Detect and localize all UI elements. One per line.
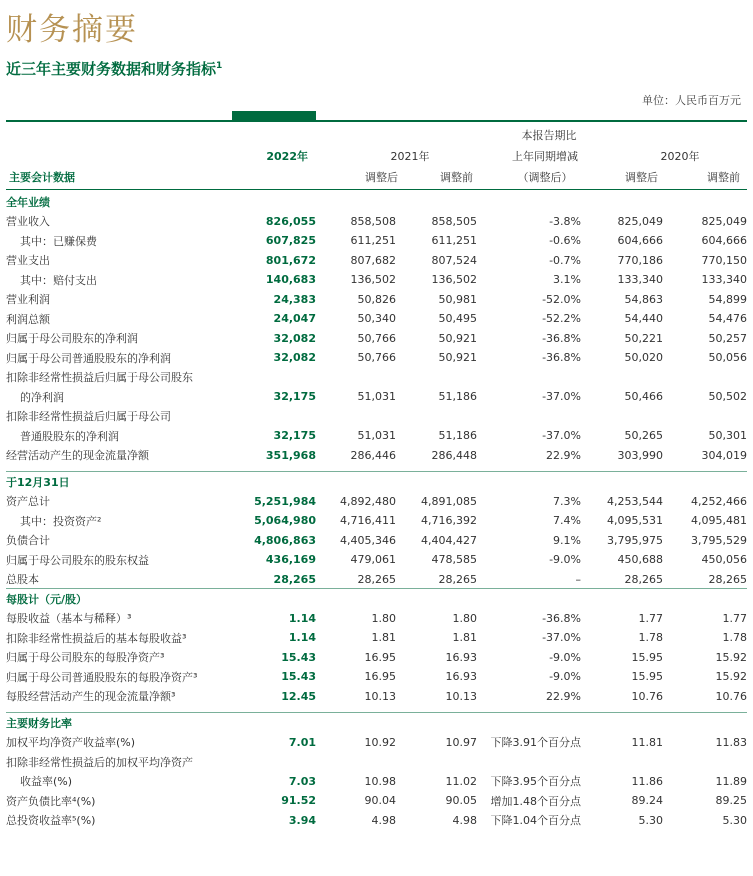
value-2021-adjusted: 16.95 (364, 670, 396, 684)
before-adjust-2021-header: 调整前 (440, 171, 473, 184)
section-heading-row (6, 713, 747, 733)
value-2021-adjusted: 1.81 (371, 631, 396, 645)
value-change: 增加1.48个百分点 (490, 794, 581, 808)
value-2022: 12.45 (281, 689, 316, 703)
table-row (6, 628, 747, 648)
value-2020-adjusted: 450,688 (617, 553, 663, 567)
table-row (6, 550, 747, 570)
row-label: 扣除非经常性损益后归属于母公司股东 (6, 371, 193, 385)
before-adjust-2020-header: 调整前 (707, 171, 740, 184)
row-label: 利润总额 (6, 312, 50, 326)
section-divider (6, 471, 747, 472)
value-2021-before-adjust: 10.13 (445, 689, 477, 703)
label-continuation-row (6, 368, 747, 388)
row-label: 营业利润 (6, 293, 50, 307)
value-2022: 32,082 (273, 331, 316, 345)
value-2020-adjusted: 28,265 (624, 572, 663, 586)
row-label: 每股经营活动产生的现金流量净额³ (6, 690, 176, 704)
section-subtitle (6, 58, 222, 79)
table-row (6, 290, 747, 310)
table-row (6, 609, 747, 629)
value-2020-adjusted: 133,340 (617, 273, 663, 287)
value-2022: 4,806,863 (254, 533, 316, 547)
value-change: -0.6% (549, 234, 581, 248)
table-row (6, 231, 747, 251)
row-label: 归属于母公司普通股股东的每股净资产³ (6, 670, 198, 684)
table-row (6, 212, 747, 232)
value-2020-adjusted: 1.78 (638, 631, 663, 645)
row-label: 资产总计 (6, 495, 50, 509)
value-2022: 15.43 (281, 670, 316, 684)
value-2020-adjusted: 5.30 (638, 813, 663, 827)
value-change: -36.8% (542, 611, 581, 625)
value-2021-adjusted: 479,061 (350, 553, 396, 567)
row-label: 扣除非经常性损益后归属于母公司 (6, 410, 171, 424)
value-2020-adjusted: 54,440 (624, 312, 663, 326)
year-2020-header: 2020年 (660, 150, 700, 163)
financial-data-table (6, 192, 747, 830)
value-2020-adjusted: 15.95 (631, 650, 663, 664)
value-2021-before-adjust: 50,921 (438, 331, 477, 345)
current-year-highlight-bar (232, 111, 316, 120)
value-change: -52.2% (542, 312, 581, 326)
row-label: 营业支出 (6, 254, 50, 268)
table-row (6, 426, 747, 446)
row-label: 收益率(%) (20, 775, 73, 789)
value-2020-before-adjust: 15.92 (715, 670, 748, 684)
value-2022: 436,169 (265, 553, 316, 567)
value-2020-adjusted: 10.76 (631, 689, 663, 703)
value-2020-before-adjust: 50,257 (708, 331, 748, 345)
value-2020-before-adjust: 89.25 (715, 794, 748, 808)
table-row (6, 791, 747, 811)
row-label: 归属于母公司普通股股东的净利润 (6, 351, 171, 365)
value-2020-adjusted: 3,795,975 (607, 533, 663, 547)
value-change: -36.8% (542, 351, 581, 365)
value-2020-before-adjust: 28,265 (708, 572, 748, 586)
table-row (6, 811, 747, 831)
value-2020-adjusted: 4,095,531 (607, 514, 663, 528)
table-row (6, 309, 747, 329)
value-2021-adjusted: 51,031 (357, 390, 396, 404)
value-2020-adjusted: 50,265 (624, 429, 663, 443)
value-2022: 1.14 (288, 631, 316, 645)
value-2021-before-adjust: 11.02 (445, 774, 477, 788)
section-divider (6, 712, 747, 713)
value-2021-adjusted: 807,682 (350, 253, 396, 267)
value-change: -52.0% (542, 292, 581, 306)
value-change: 22.9% (546, 689, 581, 703)
value-2021-adjusted: 286,446 (350, 448, 396, 462)
value-2022: 1.14 (288, 611, 316, 625)
value-2021-before-adjust: 10.97 (445, 735, 477, 749)
value-2021-before-adjust: 286,448 (431, 448, 477, 462)
section-heading: 于12月31日 (6, 475, 70, 489)
row-label: 归属于母公司股东的净利润 (6, 332, 138, 346)
value-2022: 801,672 (265, 253, 316, 267)
table-row (6, 570, 747, 590)
value-2021-before-adjust: 136,502 (431, 273, 477, 287)
value-change: -3.8% (549, 214, 581, 228)
table-row (6, 511, 747, 531)
value-2020-before-adjust: 3,795,529 (691, 533, 748, 547)
year-2022-header: 2022年 (266, 150, 308, 163)
value-2022: 24,383 (273, 292, 316, 306)
value-2021-before-adjust: 478,585 (431, 553, 477, 567)
value-2021-adjusted: 50,766 (357, 351, 396, 365)
value-2021-adjusted: 28,265 (357, 572, 396, 586)
value-change: 9.1% (553, 533, 581, 547)
value-2021-adjusted: 4,716,411 (340, 514, 396, 528)
value-2020-adjusted: 15.95 (631, 670, 663, 684)
value-2020-adjusted: 89.24 (631, 794, 663, 808)
row-label: 总投资收益率⁵(%) (6, 814, 96, 828)
value-2021-before-adjust: 4.98 (452, 813, 477, 827)
adjusted-2021-header: 调整后 (365, 171, 398, 184)
value-2021-before-adjust: 28,265 (438, 572, 477, 586)
value-2021-adjusted: 4.98 (371, 813, 396, 827)
table-row (6, 348, 747, 368)
value-2022: 3.94 (288, 813, 316, 827)
value-2022: 7.03 (288, 774, 316, 788)
row-label: 其中：已赚保费 (20, 234, 97, 248)
value-2021-adjusted: 858,508 (350, 214, 396, 228)
value-2022: 32,082 (273, 351, 316, 365)
value-2021-before-adjust: 51,186 (438, 390, 477, 404)
value-2021-before-adjust: 1.80 (452, 611, 477, 625)
table-row (6, 667, 747, 687)
value-2021-adjusted: 611,251 (350, 234, 396, 248)
table-row (6, 733, 747, 753)
value-2020-before-adjust: 50,502 (708, 390, 748, 404)
table-row (6, 648, 747, 668)
value-2021-before-adjust: 807,524 (431, 253, 477, 267)
value-2020-before-adjust: 825,049 (701, 214, 748, 228)
value-2020-adjusted: 770,186 (617, 253, 663, 267)
value-2022: 826,055 (265, 214, 316, 228)
header-bottom-rule (6, 189, 747, 190)
row-label: 归属于母公司股东的每股净资产³ (6, 651, 165, 665)
subtitle-text: 近三年主要财务数据和财务指标 (6, 60, 217, 78)
value-2022: 140,683 (265, 273, 316, 287)
value-2022: 91.52 (281, 794, 316, 808)
value-2022: 607,825 (265, 234, 316, 248)
value-2021-before-adjust: 50,981 (438, 292, 477, 306)
value-change: -37.0% (542, 429, 581, 443)
value-2020-adjusted: 825,049 (617, 214, 663, 228)
value-2020-before-adjust: 133,340 (701, 273, 748, 287)
value-2022: 32,175 (273, 390, 316, 404)
value-2020-before-adjust: 11.83 (715, 735, 748, 749)
value-2022: 15.43 (281, 650, 316, 664)
value-2021-adjusted: 51,031 (357, 429, 396, 443)
value-2021-before-adjust: 858,505 (431, 214, 477, 228)
value-2021-before-adjust: 16.93 (445, 670, 477, 684)
value-2021-adjusted: 10.13 (364, 689, 396, 703)
section-heading-row (6, 192, 747, 212)
value-2020-adjusted: 54,863 (624, 292, 663, 306)
value-2020-adjusted: 50,020 (624, 351, 663, 365)
value-change: 22.9% (546, 448, 581, 462)
value-change: 7.4% (553, 514, 581, 528)
row-label: 其中：赔付支出 (20, 273, 97, 287)
value-2020-before-adjust: 50,301 (708, 429, 748, 443)
value-change: 下降1.04个百分点 (490, 814, 581, 828)
value-2020-before-adjust: 15.92 (715, 650, 748, 664)
value-2022: 28,265 (273, 572, 316, 586)
value-2021-adjusted: 10.92 (364, 735, 396, 749)
label-continuation-row (6, 407, 747, 427)
row-label: 归属于母公司股东的股东权益 (6, 553, 149, 567)
label-continuation-row (6, 752, 747, 772)
row-label: 每股收益（基本与稀释）³ (6, 612, 132, 626)
table-body (6, 192, 747, 830)
value-2020-before-adjust: 10.76 (715, 689, 748, 703)
table-row (6, 270, 747, 290)
year-2021-header: 2021年 (390, 150, 430, 163)
value-2021-adjusted: 136,502 (350, 273, 396, 287)
value-2021-before-adjust: 611,251 (431, 234, 477, 248)
value-2022: 5,064,980 (254, 514, 316, 528)
value-2020-adjusted: 1.77 (638, 611, 663, 625)
table-row (6, 772, 747, 792)
adjusted-2020-header: 调整后 (625, 171, 658, 184)
row-label: 营业收入 (6, 215, 50, 229)
table-row (6, 687, 747, 707)
table-row (6, 531, 747, 551)
page-title: 财务摘要 (6, 12, 138, 48)
row-label: 扣除非经常性损益后的加权平均净资产 (6, 755, 193, 769)
footnote-marker: 1 (216, 61, 223, 71)
row-label: 其中：投资资产² (20, 514, 102, 528)
value-2020-before-adjust: 1.78 (722, 631, 748, 645)
value-2021-adjusted: 50,340 (357, 312, 396, 326)
value-2021-adjusted: 10.98 (364, 774, 396, 788)
value-2021-before-adjust: 4,716,392 (421, 514, 477, 528)
value-2020-adjusted: 50,466 (624, 390, 663, 404)
value-2020-before-adjust: 54,476 (708, 312, 748, 326)
value-2020-adjusted: 11.86 (631, 774, 663, 788)
value-2020-before-adjust: 1.77 (722, 611, 748, 625)
section-heading-row (6, 589, 747, 609)
value-2021-adjusted: 4,892,480 (340, 494, 396, 508)
value-2021-before-adjust: 16.93 (445, 650, 477, 664)
value-change: 7.3% (553, 494, 581, 508)
change-header-line3: （调整后） (517, 171, 573, 184)
section-divider (6, 588, 747, 589)
value-2021-adjusted: 90.04 (364, 794, 396, 808)
change-header-line2: 上年同期增减 (512, 150, 578, 163)
value-2022: 5,251,984 (254, 494, 316, 508)
value-change: – (575, 572, 581, 586)
section-heading-row (6, 472, 747, 492)
value-change: -37.0% (542, 390, 581, 404)
value-2020-before-adjust: 304,019 (701, 448, 748, 462)
value-2022: 351,968 (265, 448, 316, 462)
row-label: 普通股股东的净利润 (20, 429, 119, 443)
value-2021-adjusted: 16.95 (364, 650, 396, 664)
section-heading: 全年业绩 (6, 195, 50, 209)
value-change: 下降3.95个百分点 (490, 775, 581, 789)
value-2022: 32,175 (273, 429, 316, 443)
value-2020-before-adjust: 50,056 (708, 351, 748, 365)
value-2020-before-adjust: 450,056 (701, 553, 748, 567)
value-change: 下降3.91个百分点 (490, 736, 581, 750)
row-label: 加权平均净资产收益率(%) (6, 736, 136, 750)
value-2020-before-adjust: 11.89 (715, 774, 748, 788)
table-row (6, 492, 747, 512)
value-change: -0.7% (549, 253, 581, 267)
value-change: -36.8% (542, 331, 581, 345)
value-2021-adjusted: 4,405,346 (340, 533, 396, 547)
row-label: 负债合计 (6, 534, 50, 548)
value-2020-before-adjust: 4,095,481 (691, 514, 748, 528)
table-row (6, 251, 747, 271)
value-2021-before-adjust: 51,186 (438, 429, 477, 443)
value-2020-before-adjust: 770,150 (701, 253, 748, 267)
value-2021-before-adjust: 50,921 (438, 351, 477, 365)
value-2021-before-adjust: 4,404,427 (421, 533, 477, 547)
row-label-header: 主要会计数据 (9, 171, 75, 184)
value-2022: 24,047 (273, 312, 316, 326)
table-row (6, 387, 747, 407)
row-label: 总股本 (6, 573, 39, 587)
value-2020-adjusted: 4,253,544 (607, 494, 663, 508)
unit-label: 单位：人民币百万元 (642, 94, 741, 107)
value-2021-before-adjust: 90.05 (445, 794, 477, 808)
value-2021-before-adjust: 50,495 (438, 312, 477, 326)
value-2020-adjusted: 303,990 (617, 448, 663, 462)
value-2021-adjusted: 50,826 (357, 292, 396, 306)
section-heading: 每股计（元/股） (6, 592, 88, 606)
value-2021-adjusted: 50,766 (357, 331, 396, 345)
value-2020-before-adjust: 5.30 (722, 813, 748, 827)
value-change: -9.0% (549, 553, 581, 567)
value-2021-adjusted: 1.80 (371, 611, 396, 625)
value-2020-adjusted: 604,666 (617, 234, 663, 248)
table-top-rule (6, 120, 747, 122)
value-2022: 7.01 (288, 735, 316, 749)
table-row (6, 446, 747, 466)
row-label: 的净利润 (20, 390, 64, 404)
value-change: -9.0% (549, 650, 581, 664)
table-row (6, 329, 747, 349)
value-change: -9.0% (549, 670, 581, 684)
value-2020-before-adjust: 54,899 (708, 292, 748, 306)
row-label: 扣除非经常性损益后的基本每股收益³ (6, 631, 187, 645)
value-change: -37.0% (542, 631, 581, 645)
value-2021-before-adjust: 4,891,085 (421, 494, 477, 508)
value-2021-before-adjust: 1.81 (452, 631, 477, 645)
value-change: 3.1% (553, 273, 581, 287)
section-heading: 主要财务比率 (6, 716, 72, 730)
value-2020-adjusted: 11.81 (631, 735, 663, 749)
value-2020-adjusted: 50,221 (624, 331, 663, 345)
value-2020-before-adjust: 604,666 (701, 234, 748, 248)
change-header-line1: 本报告期比 (521, 129, 577, 142)
value-2020-before-adjust: 4,252,466 (691, 494, 748, 508)
row-label: 资产负债比率⁴(%) (6, 794, 96, 808)
row-label: 经营活动产生的现金流量净额 (6, 449, 149, 463)
